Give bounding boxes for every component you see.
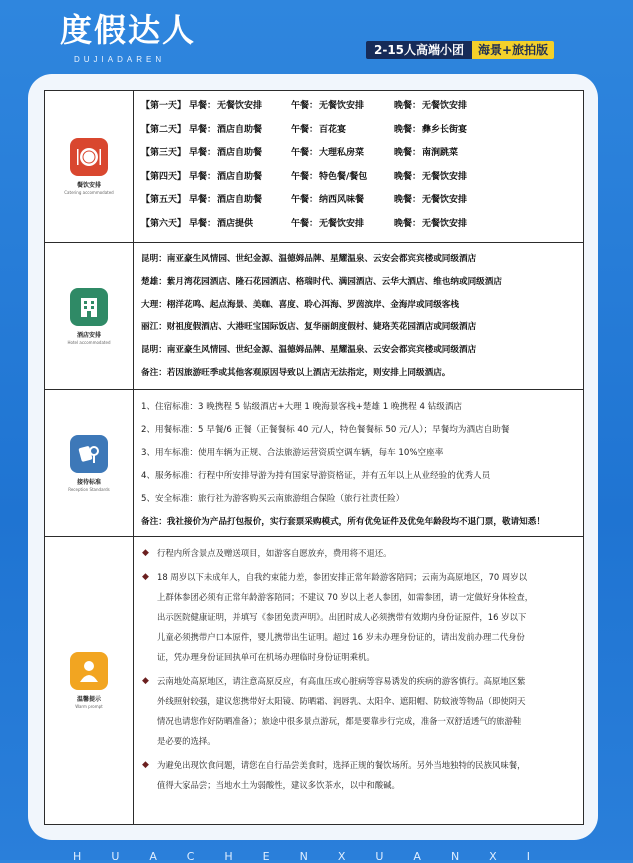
meal-day-row [141,142,575,166]
breakfast-value: 酒店提供 [217,218,254,229]
dinner-label: 晚餐： [394,124,422,135]
meal-day: 【第四天】 [141,171,187,182]
tip-item [141,543,575,563]
breakfast-label: 早餐： [189,124,217,135]
lunch-value: 无餐饮安排 [319,101,365,111]
breakfast-label: 早餐： [189,101,217,111]
hotels-icon-label: 酒店安排 [76,331,101,339]
standard-line: 3、用车标准：使用车辆为正规、合法旅游运营资质空调车辆，每车 10%空座率 [141,448,444,458]
lunch-label: 午餐： [291,171,319,182]
meal-day: 【第三天】 [141,148,187,158]
breakfast-label: 早餐： [189,171,217,182]
tip-item [141,671,575,751]
brand-subtitle: DUJIADAREN [74,55,166,64]
lunch-label: 午餐： [291,148,319,158]
lunch-value: 百花宴 [319,124,347,135]
meals-icon-sublabel: Catering accommodated [64,190,114,195]
meal-day-row [141,213,575,237]
footer-letters: HUACHENXUANXI [73,850,560,863]
meal-day: 【第二天】 [141,124,187,135]
lunch-value: 无餐饮安排 [319,218,365,229]
hotel-line: 昆明：南亚豪生风情园、世纪金源、温德姆品牌、星耀温泉、云安会都宾宾楼或同级酒店 [141,345,477,356]
tip-item [141,567,575,667]
tip-line: 儿童必须携带户口本原件，婴儿携带出生证明。超过 16 岁未办理身份证的，请出发前办理二代身份 [157,632,525,642]
hotel-line: 丽江：财祖度假酒店、大港旺宝国际饭店、复华丽朗度假村、婕珞芙花园酒店或同级酒店 [141,322,477,333]
standard-note: 备注：我社接价为产品打包报价，实行套票采购模式，所有优免证件及优免年龄段均不退门票，敬请知悉！ [141,517,545,527]
dinner-label: 晚餐： [394,148,422,158]
lunch-value: 大理私房菜 [319,148,365,158]
breakfast-value: 酒店自助餐 [217,148,263,158]
bullet-icon: ◆ [142,760,149,770]
breakfast-value: 酒店自助餐 [217,171,263,182]
meals-content [133,91,583,242]
lunch-value: 纳西风味餐 [319,195,365,205]
tip-line: 云南地处高原地区，请注意高原反应，有高血压或心脏病等容易诱发的疾病的游客慎行。高原地区紫 [157,676,526,686]
tips-content [133,537,583,824]
tagline-theme: 海景+旅拍版 [472,41,554,59]
dinner-label: 晚餐： [394,101,422,111]
standard-line: 2、用餐标准：5 早餐/6 正餐（正餐餐标 40 元/人，特色餐餐标 50 元/人）；早餐均为酒店自助餐 [141,425,510,435]
tips-row [45,536,583,824]
person-icon [70,652,108,690]
tip-line: 18 周岁以下未成年人，自我约束能力差，参团安排正常年龄游客陪同；云南为高原地区，70 周岁以 [157,572,528,582]
standards-content [133,390,583,536]
hotel-note: 备注：若因旅游旺季或其他客观原因导致以上酒店无法指定，则安排上同级酒店。 [141,367,451,378]
lunch-value: 特色餐/餐包 [319,171,368,182]
standard-line: 5、安全标准：旅行社为游客购买云南旅游组合保险（旅行社责任险） [141,494,405,504]
tips-icon-label: 温馨提示 [76,696,101,703]
lunch-label: 午餐： [291,195,319,205]
dinner-label: 晚餐： [394,218,422,229]
hotel-line: 楚雄：紫月湾花园酒店、隆石花园酒店、格瑞时代、满园酒店、云华大酒店、维也纳或同级酒店 [141,276,502,287]
lunch-label: 午餐： [291,101,319,111]
bullet-icon: ◆ [142,572,149,582]
dinner-value: 无餐饮安排 [422,101,468,111]
meal-day-row [141,189,575,213]
itinerary-table [44,90,584,825]
dinner-value: 南涧跳菜 [422,148,459,158]
tip-line: 外线照射较强，建议您携带好太阳镜、防晒霜、润唇乳、太阳伞、遮阳帽、防蚊液等物品（即使阴天 [157,696,526,706]
standards-row [45,389,583,536]
meals-row [45,91,583,242]
standard-line: 4、服务标准：行程中所安排导游为持有国家导游资格证，并有五年以上从业经验的优秀人员 [141,471,491,481]
meal-day: 【第五天】 [141,195,187,205]
lunch-label: 午餐： [291,218,319,229]
brand-logo: 度假达人 [60,11,197,49]
tip-item [141,755,575,795]
hotel-line: 昆明：南亚豪生风情园、世纪金源、温德姆品牌、星耀温泉、云安会都宾宾楼或同级酒店 [141,254,477,264]
standard-line: 1、住宿标准：3 晚携程 5 钻级酒店+大理 1 晚海景客栈+楚雄 1 晚携程 4 钻级酒店 [141,402,463,412]
bullet-icon: ◆ [142,676,149,686]
breakfast-label: 早餐： [189,218,217,229]
hotels-icon-cell [45,243,134,389]
lunch-label: 午餐： [291,124,319,135]
standards-icon-sublabel: Reception Standards [68,486,110,492]
hotel-line: 大理：栩洋花鸣、起点海景、美咖、喜度、聆心洱海、罗茵滨岸、金海岸或同级客栈 [141,299,459,310]
tagline-group: 2-15人高端小团 [366,41,472,59]
tip-line: 上群体参团必须有正常年龄游客陪同；不建议 70 岁以上老人参团，如需参团，请一定做好身体检查， [157,592,534,602]
dinner-value: 无餐饮安排 [422,195,468,205]
breakfast-label: 早餐： [189,148,217,158]
tips-icon-sublabel: Warm prompt [75,704,103,709]
dinner-label: 晚餐： [394,171,422,182]
hotels-icon-sublabel: Hotel accommodated [67,339,111,345]
breakfast-label: 早餐： [189,195,217,205]
key-tag-icon [70,435,108,473]
breakfast-value: 酒店自助餐 [217,124,263,135]
meals-icon-label: 餐饮安排 [76,182,101,189]
breakfast-value: 无餐饮安排 [217,101,263,111]
tip-line: 行程内所含景点及赠送项目，如游客自愿放弃，费用将不退还。 [157,548,392,558]
tip-line: 值得大家品尝；当地水土为弱酸性，建议多饮茶水，以中和酸碱。 [157,780,400,790]
meals-icon-cell [45,91,134,242]
tagline-badge [366,41,554,59]
tip-line: 出示医院健康证明，并填写《参团免责声明》。出团时成人必须携带有效期内身份证原件，16 岁以下 [157,612,527,622]
dinner-value: 无餐饮安排 [422,171,468,182]
tip-line: 证，凭办理身份证回执单可在机场办理临时身份证明乘机。 [157,652,375,662]
meal-day-row [141,166,575,190]
meal-day-row [141,119,575,143]
standards-icon-label: 接待标准 [76,478,101,486]
meal-day: 【第一天】 [141,101,187,111]
dinner-label: 晚餐： [394,195,422,205]
hotels-content [133,243,583,389]
bullet-icon: ◆ [142,548,149,558]
tips-icon-cell [45,537,134,824]
dinner-value: 无餐饮安排 [422,218,468,229]
meal-day-row [141,95,575,119]
hotels-row [45,242,583,389]
tip-line: 是必要的选择。 [157,736,216,746]
tip-line: 为避免出现饮食问题，请您在自行品尝美食时，选择正规的餐饮场所。另外当地独特的民族风味餐， [157,760,526,770]
hotel-icon [70,288,108,326]
plate-icon [70,138,108,176]
meal-day: 【第六天】 [141,218,187,229]
breakfast-value: 酒店自助餐 [217,195,263,205]
dinner-value: 彝乡长街宴 [422,124,468,135]
standards-icon-cell [45,390,134,536]
tip-line: 情况也请您作好防晒准备）；旅途中很多景点游玩，都是要靠步行完成，准备一双舒适透气的旅游鞋 [157,716,522,726]
